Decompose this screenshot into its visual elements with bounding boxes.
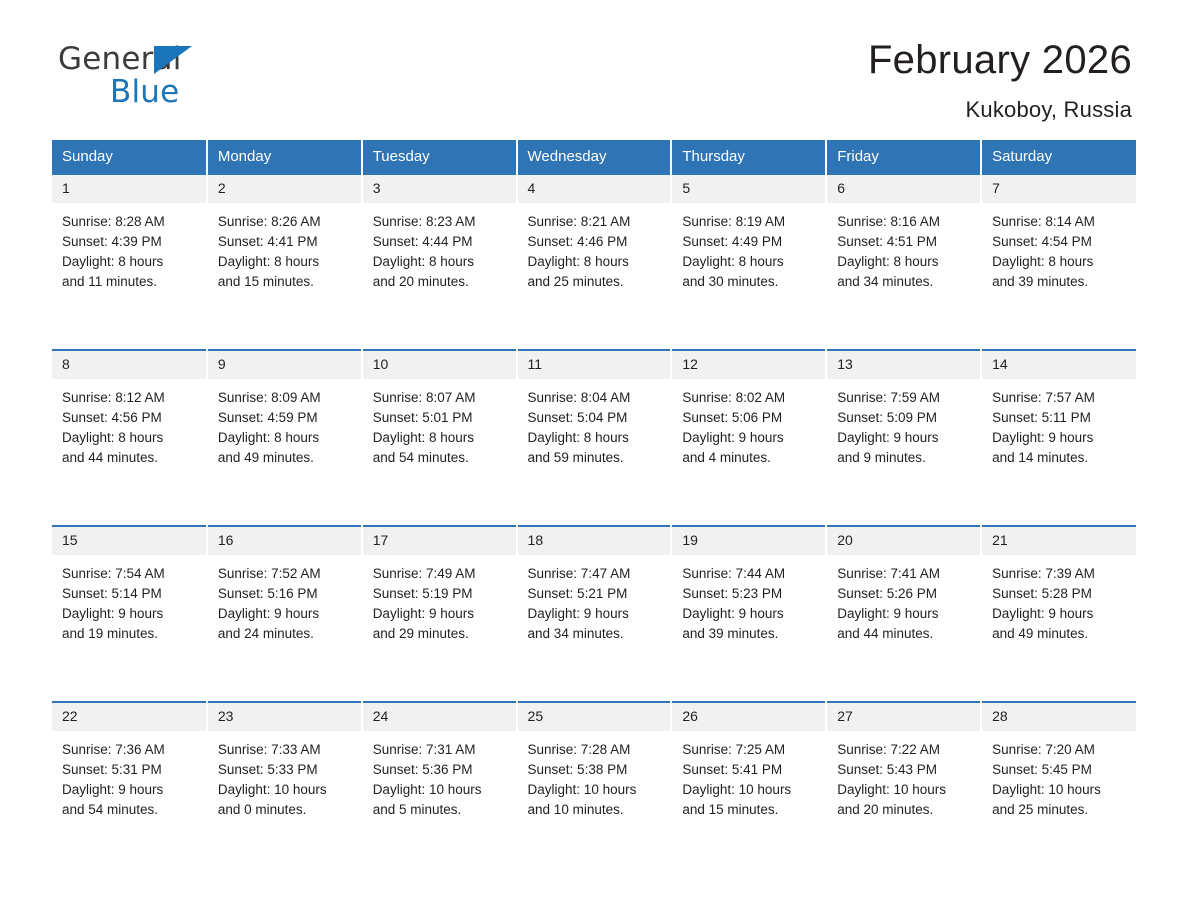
daylight-text-line2: and 20 minutes. [837,802,934,817]
daylight-text-line1: Daylight: 8 hours [217,430,320,445]
sunset-text: Sunset: 4:56 PM [62,410,162,425]
sunrise-text: Sunrise: 8:26 AM [217,214,321,229]
day-number: 23 [208,701,361,731]
day-details [208,555,361,644]
day-cell[interactable] [517,525,672,665]
daylight-text-line1: Daylight: 8 hours [217,254,320,269]
daylight-text-line2: and 49 minutes. [992,626,1089,641]
daylight-text-line1: Daylight: 9 hours [992,606,1094,621]
day-details [52,555,206,644]
week-spacer [52,665,1136,701]
daylight-text-line2: and 29 minutes. [372,626,469,641]
daylight-text-line2: and 44 minutes. [62,450,159,465]
sunset-text: Sunset: 4:44 PM [372,234,473,249]
sunrise-text: Sunrise: 7:28 AM [527,742,631,757]
day-number: 28 [982,701,1136,731]
sunset-text: Sunset: 5:21 PM [527,586,628,601]
day-cell[interactable] [671,173,826,313]
day-cell[interactable] [981,525,1136,665]
day-number: 8 [52,349,206,379]
weekday-header-sunday: Sunday [52,140,207,173]
sunrise-text: Sunrise: 7:31 AM [372,742,476,757]
day-details [827,203,980,292]
sunrise-text: Sunrise: 7:25 AM [682,742,786,757]
sunset-text: Sunset: 5:06 PM [682,410,783,425]
sunrise-text: Sunrise: 8:07 AM [372,390,476,405]
sunset-text: Sunset: 4:46 PM [527,234,628,249]
sunrise-text: Sunrise: 7:49 AM [372,566,476,581]
day-cell[interactable] [981,701,1136,841]
daylight-text-line1: Daylight: 9 hours [62,606,164,621]
day-cell[interactable] [671,701,826,841]
day-details [52,379,206,468]
day-number: 12 [672,349,825,379]
daylight-text-line1: Daylight: 10 hours [527,782,637,797]
daylight-text-line1: Daylight: 10 hours [837,782,947,797]
sunrise-text: Sunrise: 8:21 AM [527,214,631,229]
day-number: 25 [518,701,671,731]
daylight-text-line1: Daylight: 8 hours [372,254,474,269]
sunset-text: Sunset: 5:38 PM [527,762,628,777]
sunset-text: Sunset: 4:54 PM [992,234,1092,249]
day-cell[interactable] [362,173,517,313]
day-number: 6 [827,173,980,203]
day-details [518,731,671,820]
daylight-text-line2: and 9 minutes. [837,450,926,465]
location-subtitle: Kukoboy, Russia [965,97,1132,122]
sunrise-text: Sunrise: 7:22 AM [837,742,941,757]
daylight-text-line2: and 34 minutes. [837,274,934,289]
daylight-text-line2: and 5 minutes. [372,802,462,817]
day-cell[interactable] [207,701,362,841]
day-cell[interactable] [52,173,207,313]
sunset-text: Sunset: 4:59 PM [217,410,318,425]
daylight-text-line1: Daylight: 8 hours [527,430,629,445]
daylight-text-line1: Daylight: 8 hours [62,254,164,269]
day-details [672,379,825,468]
day-details [982,555,1136,644]
sunset-text: Sunset: 5:09 PM [837,410,938,425]
sunrise-text: Sunrise: 8:23 AM [372,214,476,229]
daylight-text-line2: and 0 minutes. [217,802,307,817]
day-number: 7 [982,173,1136,203]
sunset-text: Sunset: 5:19 PM [372,586,473,601]
sunrise-text: Sunrise: 7:59 AM [837,390,941,405]
daylight-text-line2: and 30 minutes. [682,274,779,289]
week-spacer [52,489,1136,525]
daylight-text-line2: and 14 minutes. [992,450,1089,465]
daylight-text-line2: and 4 minutes. [682,450,771,465]
day-number: 3 [363,173,516,203]
sunrise-text: Sunrise: 7:33 AM [217,742,321,757]
day-cell[interactable] [826,173,981,313]
daylight-text-line2: and 54 minutes. [372,450,469,465]
day-details [363,379,516,468]
day-details [363,203,516,292]
calendar-week-row [52,349,1136,489]
sunset-text: Sunset: 5:23 PM [682,586,783,601]
sunrise-text: Sunrise: 8:19 AM [682,214,786,229]
day-details [208,731,361,820]
calendar-header-row [52,140,1136,173]
day-cell[interactable] [981,349,1136,489]
sunrise-text: Sunrise: 7:20 AM [992,742,1095,757]
day-cell[interactable] [981,173,1136,313]
weekday-header-wednesday: Wednesday [517,140,672,173]
sunrise-text: Sunrise: 8:09 AM [217,390,321,405]
daylight-text-line1: Daylight: 9 hours [217,606,320,621]
page-header [52,0,1136,122]
daylight-text-line1: Daylight: 8 hours [527,254,629,269]
day-number: 20 [827,525,980,555]
sunset-text: Sunset: 5:04 PM [527,410,628,425]
calendar-body [52,173,1136,841]
day-cell[interactable] [826,701,981,841]
day-details [363,731,516,820]
sunset-text: Sunset: 5:31 PM [62,762,162,777]
sunset-text: Sunset: 4:41 PM [217,234,318,249]
daylight-text-line2: and 49 minutes. [217,450,314,465]
daylight-text-line2: and 39 minutes. [992,274,1089,289]
sunset-text: Sunset: 5:36 PM [372,762,473,777]
daylight-text-line1: Daylight: 8 hours [837,254,939,269]
day-details [672,555,825,644]
day-number: 15 [52,525,206,555]
sunrise-text: Sunrise: 8:16 AM [837,214,941,229]
day-details [518,555,671,644]
brand-name-general: General [58,41,182,77]
day-number: 10 [363,349,516,379]
sunset-text: Sunset: 4:49 PM [682,234,783,249]
day-cell[interactable] [52,349,207,489]
sunset-text: Sunset: 5:45 PM [992,762,1092,777]
sunrise-text: Sunrise: 8:04 AM [527,390,631,405]
day-cell[interactable] [671,349,826,489]
daylight-text-line1: Daylight: 8 hours [372,430,474,445]
sunset-text: Sunset: 5:16 PM [217,586,318,601]
daylight-text-line1: Daylight: 9 hours [992,430,1094,445]
daylight-text-line1: Daylight: 8 hours [682,254,784,269]
weekday-header-thursday: Thursday [671,140,826,173]
day-number: 18 [518,525,671,555]
sunset-text: Sunset: 5:11 PM [992,410,1091,425]
day-cell[interactable] [517,349,672,489]
daylight-text-line2: and 44 minutes. [837,626,934,641]
daylight-text-line2: and 20 minutes. [372,274,469,289]
day-details [518,203,671,292]
weekday-header-friday: Friday [826,140,981,173]
day-number: 13 [827,349,980,379]
day-details [52,731,206,820]
daylight-text-line1: Daylight: 10 hours [992,782,1101,797]
day-details [52,203,206,292]
sunset-text: Sunset: 5:41 PM [682,762,783,777]
sunrise-text: Sunrise: 7:47 AM [527,566,631,581]
day-cell[interactable] [362,525,517,665]
day-details [982,379,1136,468]
daylight-text-line2: and 19 minutes. [62,626,159,641]
sunrise-text: Sunrise: 8:14 AM [992,214,1095,229]
sunset-text: Sunset: 5:14 PM [62,586,162,601]
daylight-text-line1: Daylight: 10 hours [682,782,792,797]
day-cell[interactable] [671,525,826,665]
daylight-text-line2: and 10 minutes. [527,802,624,817]
sunrise-text: Sunrise: 8:12 AM [62,390,165,405]
sunrise-text: Sunrise: 7:54 AM [62,566,165,581]
day-number: 16 [208,525,361,555]
daylight-text-line2: and 54 minutes. [62,802,159,817]
sunrise-text: Sunrise: 7:52 AM [217,566,321,581]
daylight-text-line1: Daylight: 9 hours [682,606,784,621]
day-number: 22 [52,701,206,731]
week-spacer [52,313,1136,349]
triangle-icon [154,46,192,74]
day-number: 5 [672,173,825,203]
day-details [827,731,980,820]
sunset-text: Sunset: 4:51 PM [837,234,938,249]
weekday-header-saturday: Saturday [981,140,1136,173]
brand-name-blue: Blue [110,74,180,110]
day-cell[interactable] [362,349,517,489]
day-number: 9 [208,349,361,379]
sunrise-text: Sunrise: 7:41 AM [837,566,941,581]
day-number: 27 [827,701,980,731]
daylight-text-line2: and 39 minutes. [682,626,779,641]
daylight-text-line1: Daylight: 9 hours [682,430,784,445]
daylight-text-line2: and 15 minutes. [682,802,779,817]
daylight-text-line2: and 59 minutes. [527,450,624,465]
daylight-text-line1: Daylight: 9 hours [837,430,939,445]
daylight-text-line2: and 11 minutes. [62,274,158,289]
sunset-text: Sunset: 5:43 PM [837,762,938,777]
day-cell[interactable] [826,525,981,665]
daylight-text-line1: Daylight: 9 hours [62,782,164,797]
daylight-text-line1: Daylight: 9 hours [372,606,474,621]
day-cell[interactable] [517,701,672,841]
sunrise-text: Sunrise: 7:36 AM [62,742,165,757]
calendar-week-row [52,701,1136,841]
weekday-header-monday: Monday [207,140,362,173]
sunset-text: Sunset: 5:01 PM [372,410,473,425]
day-cell[interactable] [52,701,207,841]
daylight-text-line1: Daylight: 10 hours [217,782,327,797]
day-cell[interactable] [207,349,362,489]
sunset-text: Sunset: 5:28 PM [992,586,1092,601]
day-details [363,555,516,644]
day-cell[interactable] [207,525,362,665]
day-details [518,379,671,468]
day-number: 1 [52,173,206,203]
day-number: 21 [982,525,1136,555]
day-details [672,203,825,292]
day-number: 19 [672,525,825,555]
day-cell[interactable] [826,349,981,489]
daylight-text-line2: and 25 minutes. [992,802,1089,817]
calendar-week-row [52,173,1136,313]
weekday-header-tuesday: Tuesday [362,140,517,173]
day-details [672,731,825,820]
daylight-text-line2: and 24 minutes. [217,626,314,641]
daylight-text-line2: and 34 minutes. [527,626,624,641]
daylight-text-line1: Daylight: 8 hours [62,430,164,445]
day-details [982,731,1136,820]
sunset-text: Sunset: 5:33 PM [217,762,318,777]
day-cell[interactable] [362,701,517,841]
sunset-text: Sunset: 5:26 PM [837,586,938,601]
sunrise-text: Sunrise: 7:57 AM [992,390,1095,405]
day-number: 14 [982,349,1136,379]
daylight-text-line1: Daylight: 8 hours [992,254,1094,269]
day-details [208,379,361,468]
calendar-week-row [52,525,1136,665]
title-block [868,38,1132,123]
daylight-text-line2: and 15 minutes. [217,274,314,289]
calendar-table [52,140,1136,841]
day-number: 2 [208,173,361,203]
day-number: 4 [518,173,671,203]
day-cell[interactable] [517,173,672,313]
day-details [208,203,361,292]
day-cell[interactable] [52,525,207,665]
daylight-text-line2: and 25 minutes. [527,274,624,289]
day-cell[interactable] [207,173,362,313]
sunrise-text: Sunrise: 8:02 AM [682,390,786,405]
daylight-text-line1: Daylight: 9 hours [837,606,939,621]
sunrise-text: Sunrise: 7:44 AM [682,566,786,581]
page-title: February 2026 [867,38,1132,82]
day-details [827,555,980,644]
day-details [827,379,980,468]
sunset-text: Sunset: 4:39 PM [62,234,162,249]
daylight-text-line1: Daylight: 10 hours [372,782,482,797]
day-number: 17 [363,525,516,555]
day-details [982,203,1136,292]
sunrise-text: Sunrise: 8:28 AM [62,214,165,229]
day-number: 26 [672,701,825,731]
sunrise-text: Sunrise: 7:39 AM [992,566,1095,581]
daylight-text-line1: Daylight: 9 hours [527,606,629,621]
brand-logo[interactable] [58,41,318,110]
day-number: 24 [363,701,516,731]
day-number: 11 [518,349,671,379]
